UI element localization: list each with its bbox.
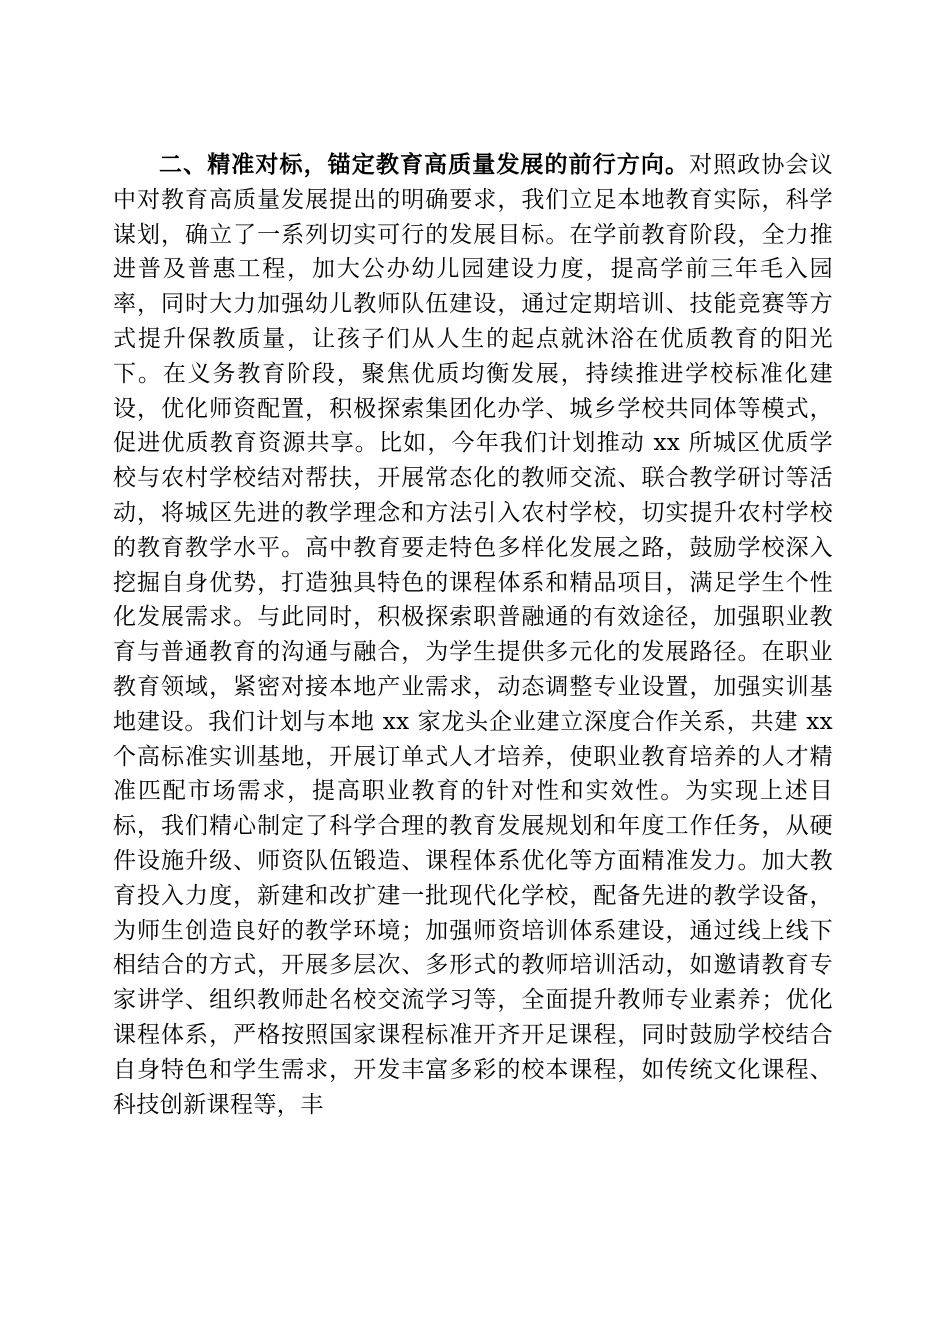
paragraph-text: 对照政协会议中对教育高质量发展提出的明确要求，我们立足本地教育实际，科学谋划，确立了一系列切实可行的发展目标。在学前教育阶段，全力推进普及普惠工程，加大公办幼儿园建设力度，提高学前三年毛入园率，同时大力加强幼儿教师队伍建设，通过定期培训、技能竞赛等方式提升保教质量，让孩子们从人生的起点就沐浴在优质教育的阳光下。在义务教育阶段，聚焦优质均衡发展，持续推进学校标准化建设，优化师资配置，积极探索集团化办学、城乡学校共同体等模式，促进优质教育资源共享。比如，今年我们计划推动 xx 所城区优质学校与农村学校结对帮扶，开展常态化的教师交流、联合教学研讨等活动，将城区先进的教学理念和方法引入农村学校，切实提升农村学校的教育教学水平。高中教育要走特色多样化发展之路，鼓励学校深入挖掘自身优势，打造独具特色的课程体系和精品项目，满足学生个性化发展需求。与此同时，积极探索职普融通的有效途径，加强职业教育与普通教育的沟通与融合，为学生提供多元化的发展路径。在职业教育领域，紧密对接本地产业需求，动态调整专业设置，加强实训基地建设。我们计划与本地 xx 家龙头企业建立深度合作关系，共建 xx 个高标准实训基地，开展订单式人才培养，使职业教育培养的人才精准匹配市场需求，提高职业教育的针对性和实效性。为实现上述目标，我们精心制定了科学合理的教育发展规划和年度工作任务，从硬件设施升级、师资队伍锻造、课程体系优化等方面精准发力。加大教育投入力度，新建和改扩建一批现代化学校，配备先进的教学设备，为师生创造良好的教学环境；加强师资培训体系建设，通过线上线下相结合的方式，开展多层次、多形式的教师培训活动，如邀请教育专家讲学、组织教师赴名校交流学习等，全面提升教师专业素养；优化课程体系，严格按照国家课程标准开齐开足课程，同时鼓励学校结合自身特色和学生需求，开发丰富多彩的校本课程，如传统文化课程、科技创新课程等，丰: [113, 152, 833, 1118]
section-heading: 二、精准对标，锚定教育高质量发展的前行方向。: [159, 151, 690, 178]
body-paragraph: [113, 148, 833, 1122]
